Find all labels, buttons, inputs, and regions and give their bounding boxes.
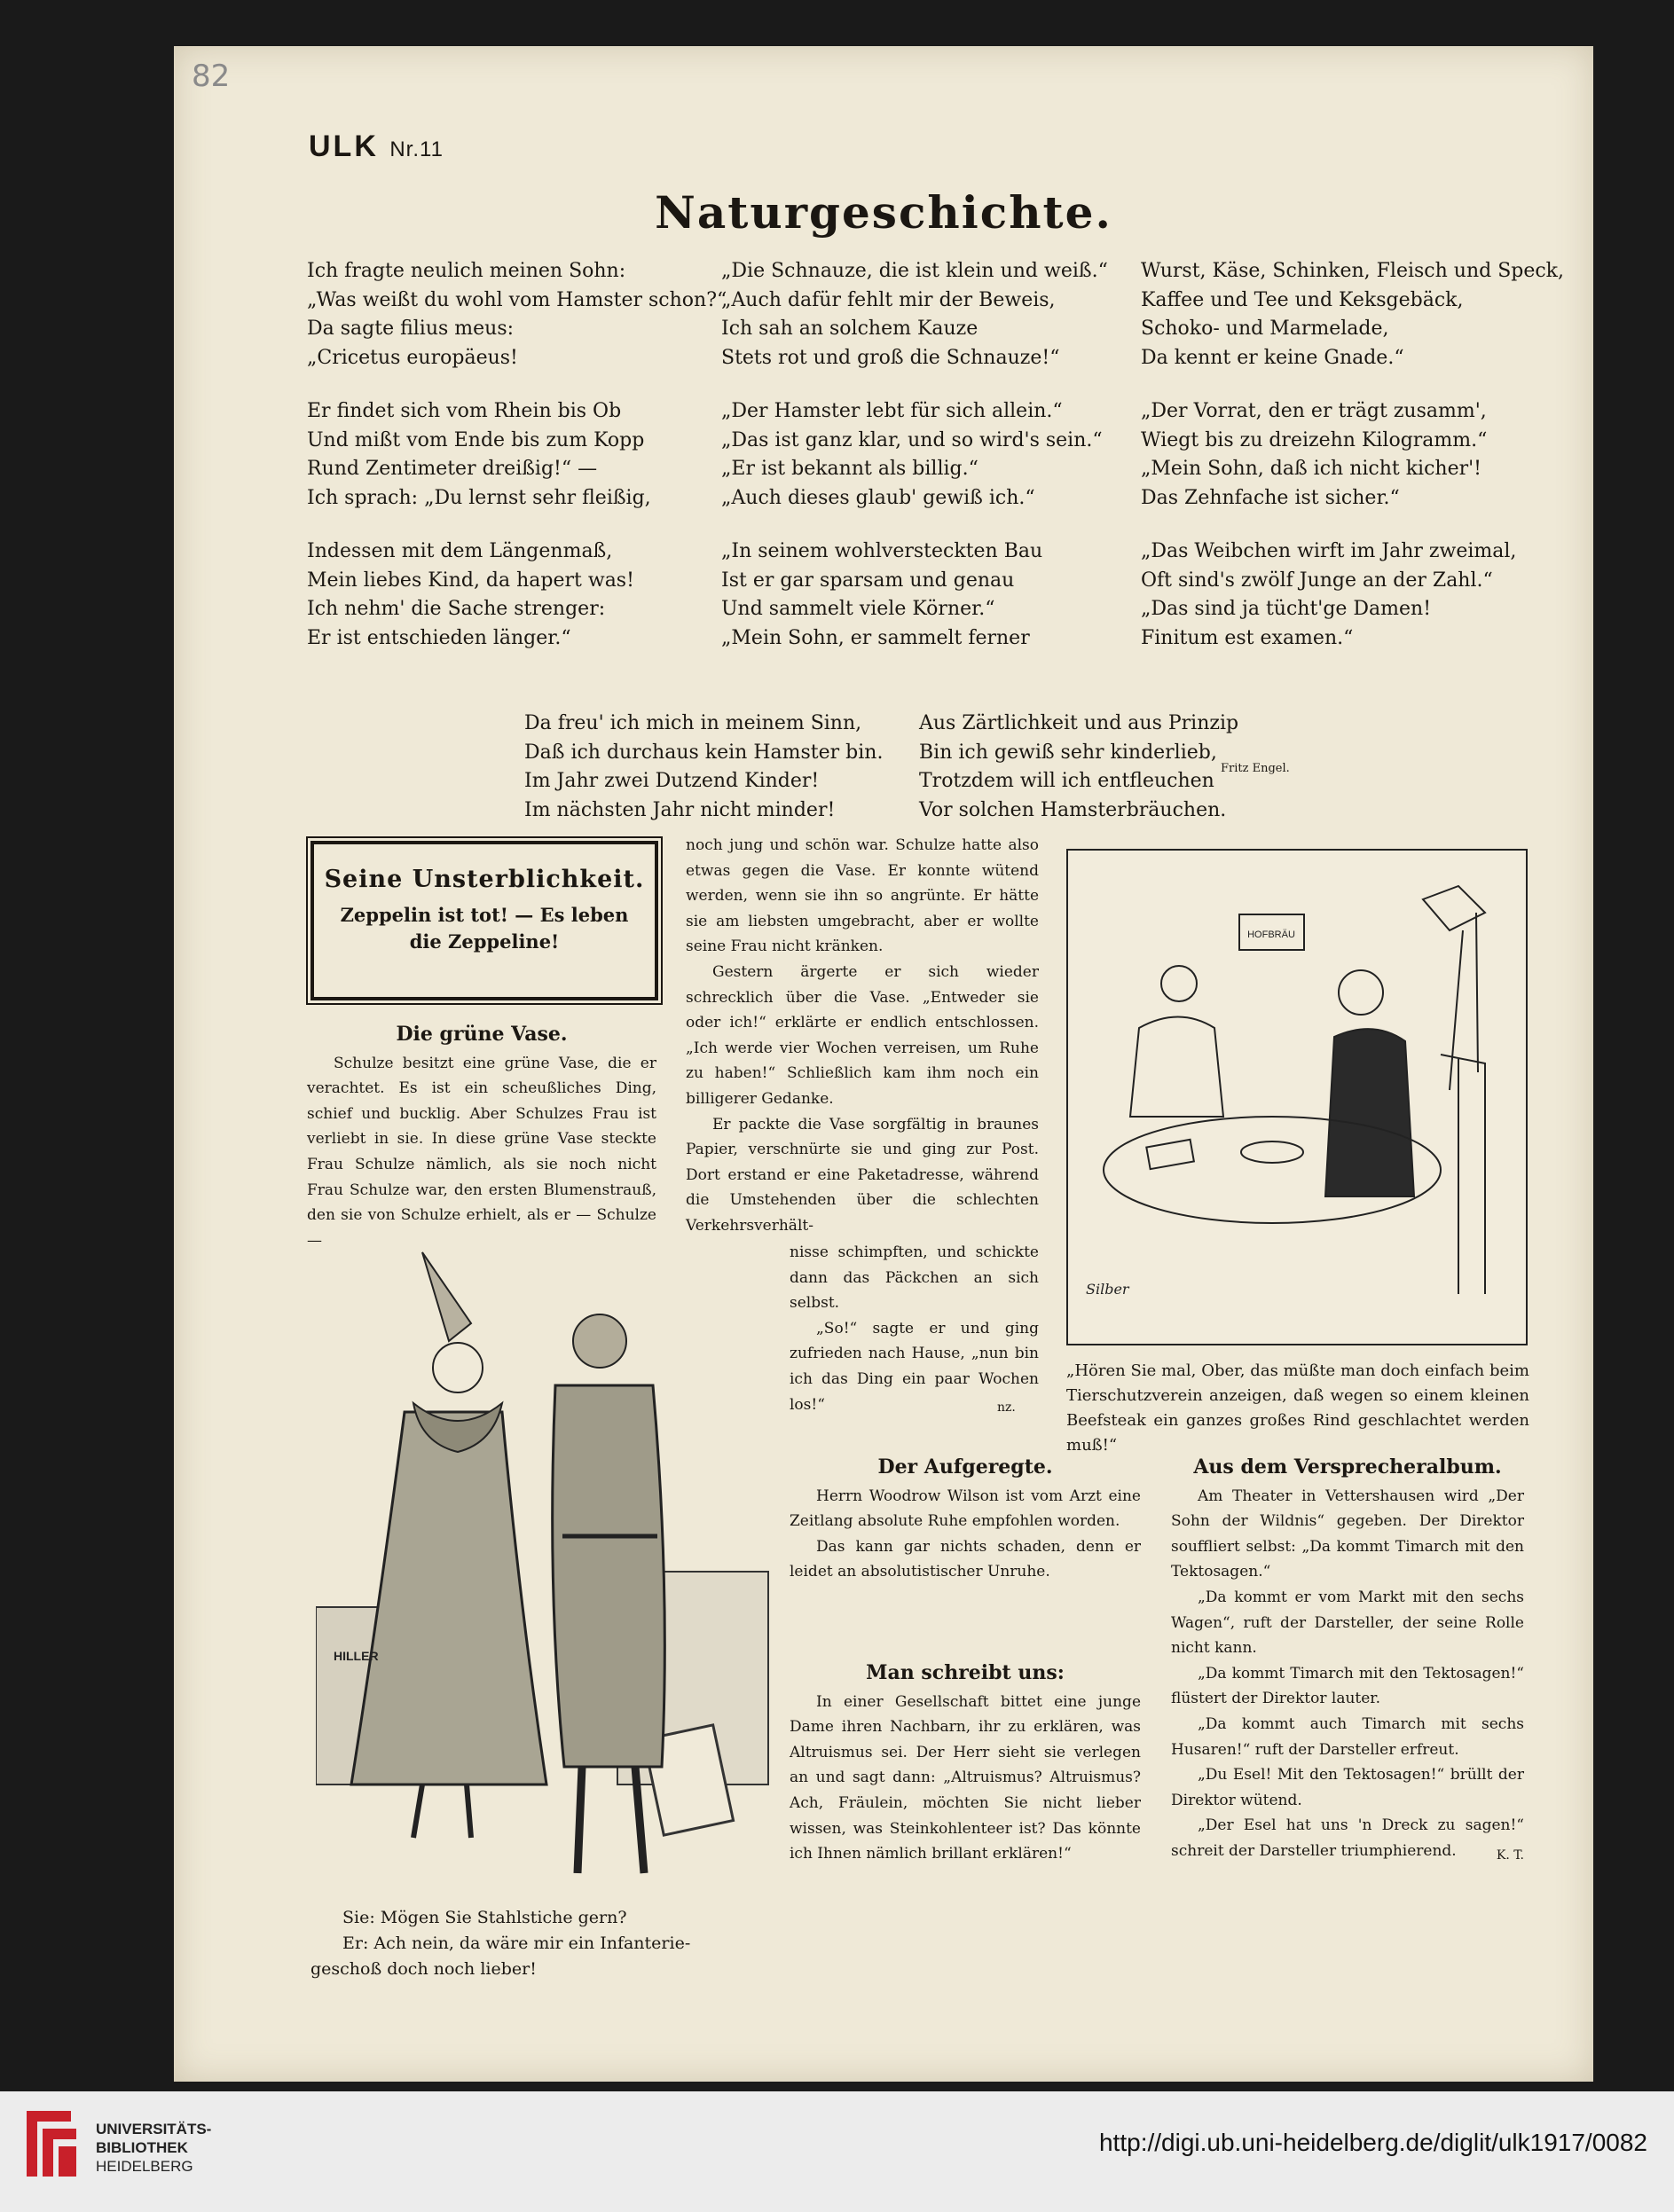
restaurant-drawing — [1068, 851, 1526, 1344]
poem-line: Ich nehm' die Sache strenger: — [307, 598, 606, 620]
poem-line: Ist er gar sparsam und genau — [721, 569, 1015, 592]
poem-line: „Auch dafür fehlt mir der Beweis, — [721, 288, 1056, 311]
library-shield-icon — [18, 2104, 82, 2184]
caption-line: geschoß doch noch lieber! — [310, 1959, 537, 1979]
article-paragraph: noch jung und schön war. Schulze hatte also etwas gegen die Vase. Er konnte wütend werden, wenn sie ihn so angrünte. Er hätte sie am liebsten umgebracht, aber er wollte seine Frau nicht kränken. — [686, 836, 1039, 956]
poem-line: Trotzdem will ich entfleuchen — [919, 770, 1214, 792]
masthead — [309, 129, 444, 164]
article-paragraph: nisse schimpften, und schickte dann das Päckchen an sich selbst. — [790, 1243, 1039, 1313]
article-signature: K. T. — [1496, 1847, 1524, 1863]
poem-final-left — [524, 710, 897, 825]
article-heading: Der Aufgeregte. — [877, 1455, 1053, 1479]
poem-line: Schoko- und Marmelade, — [1141, 318, 1389, 340]
restaurant-cartoon — [1066, 849, 1528, 1345]
library-footer — [0, 2091, 1674, 2212]
poem-line: Und mißt vom Ende bis zum Kopp — [307, 428, 645, 451]
masthead-brand: ULK — [309, 129, 379, 163]
poem-line: Im nächsten Jahr nicht minder! — [524, 798, 836, 821]
permalink[interactable]: http://digi.ub.uni-heidelberg.de/diglit/ulk1917/0082 — [1098, 2129, 1647, 2156]
poem-line: Er ist entschieden länger.“ — [307, 626, 571, 649]
poem-line: „Das ist ganz klar, und so wird's sein.“ — [721, 428, 1103, 451]
poem-line: „Das sind ja tücht'ge Damen! — [1141, 598, 1432, 620]
poem-title: Naturgeschichte. — [655, 186, 1112, 239]
hofbraeu-sign: HOFBRÄU — [1247, 930, 1295, 940]
illustration-artist: HILLER — [334, 1649, 379, 1663]
poem-line: Aus Zärtlichkeit und aus Prinzip — [919, 712, 1239, 734]
issue-number: Nr.11 — [389, 137, 444, 161]
article-paragraph: „Da kommt auch Timarch mit sechs Husaren!“ ruft der Darsteller erfreut. — [1171, 1714, 1524, 1759]
poem-column-2 — [721, 257, 1129, 653]
article-paragraph: „Der Esel hat uns 'n Dreck zu sagen!“ schreit der Darsteller triumphierend. — [1171, 1816, 1524, 1860]
article-heading: Die grüne Vase. — [396, 1023, 568, 1046]
poem-line: Stets rot und groß die Schnauze!“ — [721, 346, 1060, 369]
poem-line: Oft sind's zwölf Junge an der Zahl.“ — [1141, 569, 1493, 592]
poem-line: Ich fragte neulich meinen Sohn: — [307, 260, 626, 282]
poem-line: „Er ist bekannt als billig.“ — [721, 458, 978, 480]
scanned-page — [174, 46, 1593, 2082]
cartoon-artist: Silber — [1086, 1281, 1129, 1298]
poem-line: Daß ich durchaus kein Hamster bin. — [524, 741, 884, 764]
poem-line: Da freu' ich mich in meinem Sinn, — [524, 712, 862, 734]
couple-drawing — [316, 1235, 777, 1891]
poem-line: „Mein Sohn, daß ich nicht kicher'! — [1141, 458, 1482, 480]
vase-article-start — [307, 1016, 656, 1253]
poem-line: Ich sah an solchem Kauze — [721, 318, 978, 340]
poem-line: Bin ich gewiß sehr kinderlieb, — [919, 741, 1217, 764]
poem-line: „Auch dieses glaub' gewiß ich.“ — [721, 486, 1035, 509]
poem-line: Ich sprach: „Du lernst sehr fleißig, — [307, 486, 651, 509]
library-name-line: BIBLIOTHEK — [96, 2139, 188, 2156]
poem-line: Wiegt bis zu dreizehn Kilogramm.“ — [1141, 428, 1488, 451]
article-heading: Man schreibt uns: — [866, 1661, 1065, 1684]
notice-line: Zeppelin ist tot! — Es leben — [340, 904, 629, 926]
poem-column-3 — [1141, 257, 1567, 653]
notice-title: Seine Unsterblichkeit. — [324, 866, 645, 893]
poem-line: Indessen mit dem Längenmaß, — [307, 540, 613, 562]
poem-column-1 — [307, 257, 727, 653]
article-paragraph: Am Theater in Vettershausen wird „Der Sohn der Wildnis“ gegeben. Der Direktor souffliert selbst: „Da kommt Timarch mit den Tektosagen.“ — [1171, 1486, 1524, 1581]
couple-caption — [310, 1905, 772, 1982]
poem-line: Das Zehnfache ist sicher.“ — [1141, 486, 1400, 509]
pencil-page-number: 82 — [192, 59, 231, 94]
poem-line: Kaffee und Tee und Keksgebäck, — [1141, 288, 1464, 311]
poem-line: Finitum est examen.“ — [1141, 626, 1354, 649]
library-name-line: UNIVERSITÄTS- — [96, 2121, 212, 2137]
article-paragraph: „Du Esel! Mit den Tektosagen!“ brüllt der Direktor wütend. — [1171, 1766, 1524, 1809]
poem-line: „Der Vorrat, den er trägt zusamm', — [1141, 400, 1487, 422]
poem-line: Im Jahr zwei Dutzend Kinder! — [524, 770, 820, 792]
poem-author: Fritz Engel. — [1221, 762, 1290, 775]
caption-line: Sie: Mögen Sie Stahlstiche gern? — [342, 1908, 627, 1927]
article-paragraph: Das kann gar nichts schaden, denn er leidet an absolutistischer Unruhe. — [790, 1537, 1141, 1581]
poem-line: Er findet sich vom Rhein bis Ob — [307, 400, 622, 422]
university-library-logo[interactable] — [18, 2104, 82, 2184]
illustration-couple — [316, 1235, 777, 1891]
poem-line: Rund Zentimeter dreißig!“ — — [307, 458, 598, 480]
vase-article-continued — [686, 833, 1039, 1239]
article-paragraph: „Da kommt er vom Markt mit den sechs Wagen“, ruft der Darsteller, der seine Rolle nicht kann. — [1171, 1588, 1524, 1658]
poem-line: „Cricetus europäeus! — [307, 346, 518, 369]
poem-line: „Das Weibchen wirft im Jahr zweimal, — [1141, 540, 1517, 562]
schreibt-article — [790, 1655, 1141, 1867]
article-paragraph: Er packte die Vase sorgfältig in braunes Papier, verschnürte sie und ging zur Post. Dort erstand er eine Paketadresse, während die Umstehenden über die schlechten Verkehrsverhält- — [686, 1115, 1039, 1235]
article-paragraph: Schulze besitzt eine grüne Vase, die er verachtet. Es ist ein scheußliches Ding, schief und bucklig. Aber Schulzes Frau ist verliebt in sie. In diese grüne Vase steckte Frau Schulze nämlich, als sie noch nicht Frau Schulze war, den ersten Blumenstrauß, den sie von Schulze erhielt, als er — Schulze — — [307, 1054, 656, 1250]
restaurant-caption: „Hören Sie mal, Ober, das müßte man doch einfach beim Tierschutzverein anzeigen, daß wegen so einem kleinen Beefsteak ein ganzes großes Rind geschlachtet werden muß!“ — [1066, 1361, 1529, 1455]
poem-line: Vor solchen Hamsterbräuchen. — [919, 798, 1227, 821]
article-paragraph: Gestern ärgerte er sich wieder schrecklich über die Vase. „Entweder sie oder ich!“ erklärte er endlich entschlossen. „Ich werde vier Wochen verreisen, um Ruhe zu haben!“ Schließlich kam ihm noch ein billigerer Gedanke. — [686, 962, 1039, 1108]
poem-line: Mein liebes Kind, da hapert was! — [307, 569, 634, 592]
vase-article-end — [790, 1240, 1039, 1417]
library-name-line: HEIDELBERG — [96, 2158, 193, 2175]
poem-line: Da sagte filius meus: — [307, 318, 515, 340]
aufgeregte-article — [790, 1449, 1141, 1585]
poem-line: Und sammelt viele Körner.“ — [721, 598, 995, 620]
poem-line: Da kennt er keine Gnade.“ — [1141, 346, 1404, 369]
article-paragraph: „So!“ sagte er und ging zufrieden nach Hause, „nun bin ich das Ding ein paar Wochen los!“ — [790, 1319, 1039, 1414]
versprecher-article — [1171, 1449, 1524, 1868]
poem-line: „Mein Sohn, er sammelt ferner — [721, 626, 1030, 649]
notice-box — [310, 841, 658, 1000]
library-name — [96, 2120, 211, 2176]
poem-line: „Die Schnauze, die ist klein und weiß.“ — [721, 260, 1108, 282]
notice-line: die Zeppeline! — [409, 930, 560, 953]
article-signature: nz. — [997, 1400, 1016, 1415]
article-paragraph: Herrn Woodrow Wilson ist vom Arzt eine Zeitlang absolute Ruhe empfohlen worden. — [790, 1486, 1141, 1531]
caption-line: Er: Ach nein, da wäre mir ein Infanterie- — [342, 1934, 691, 1953]
poem-line: „Was weißt du wohl vom Hamster schon?“ — [307, 288, 727, 311]
poem-line: Wurst, Käse, Schinken, Fleisch und Speck, — [1141, 260, 1565, 282]
poem-line: „Der Hamster lebt für sich allein.“ — [721, 400, 1063, 422]
article-paragraph: In einer Gesellschaft bittet eine junge Dame ihren Nachbarn, ihr zu erklären, was Altruismus sei. Der Herr sieht sie verlegen an und sagt dann: „Altruismus? Altruismus? Ach, Fräulein, möchten Sie nicht lieber wissen, was Steinkohlenteer ist? Das könnte ich Ihnen nämlich brillant erklären!“ — [790, 1692, 1141, 1863]
article-paragraph: „Da kommt Timarch mit den Tektosagen!“ flüstert der Direktor lauter. — [1171, 1664, 1524, 1708]
poem-line: „In seinem wohlversteckten Bau — [721, 540, 1043, 562]
article-heading: Aus dem Versprecheralbum. — [1193, 1455, 1502, 1479]
